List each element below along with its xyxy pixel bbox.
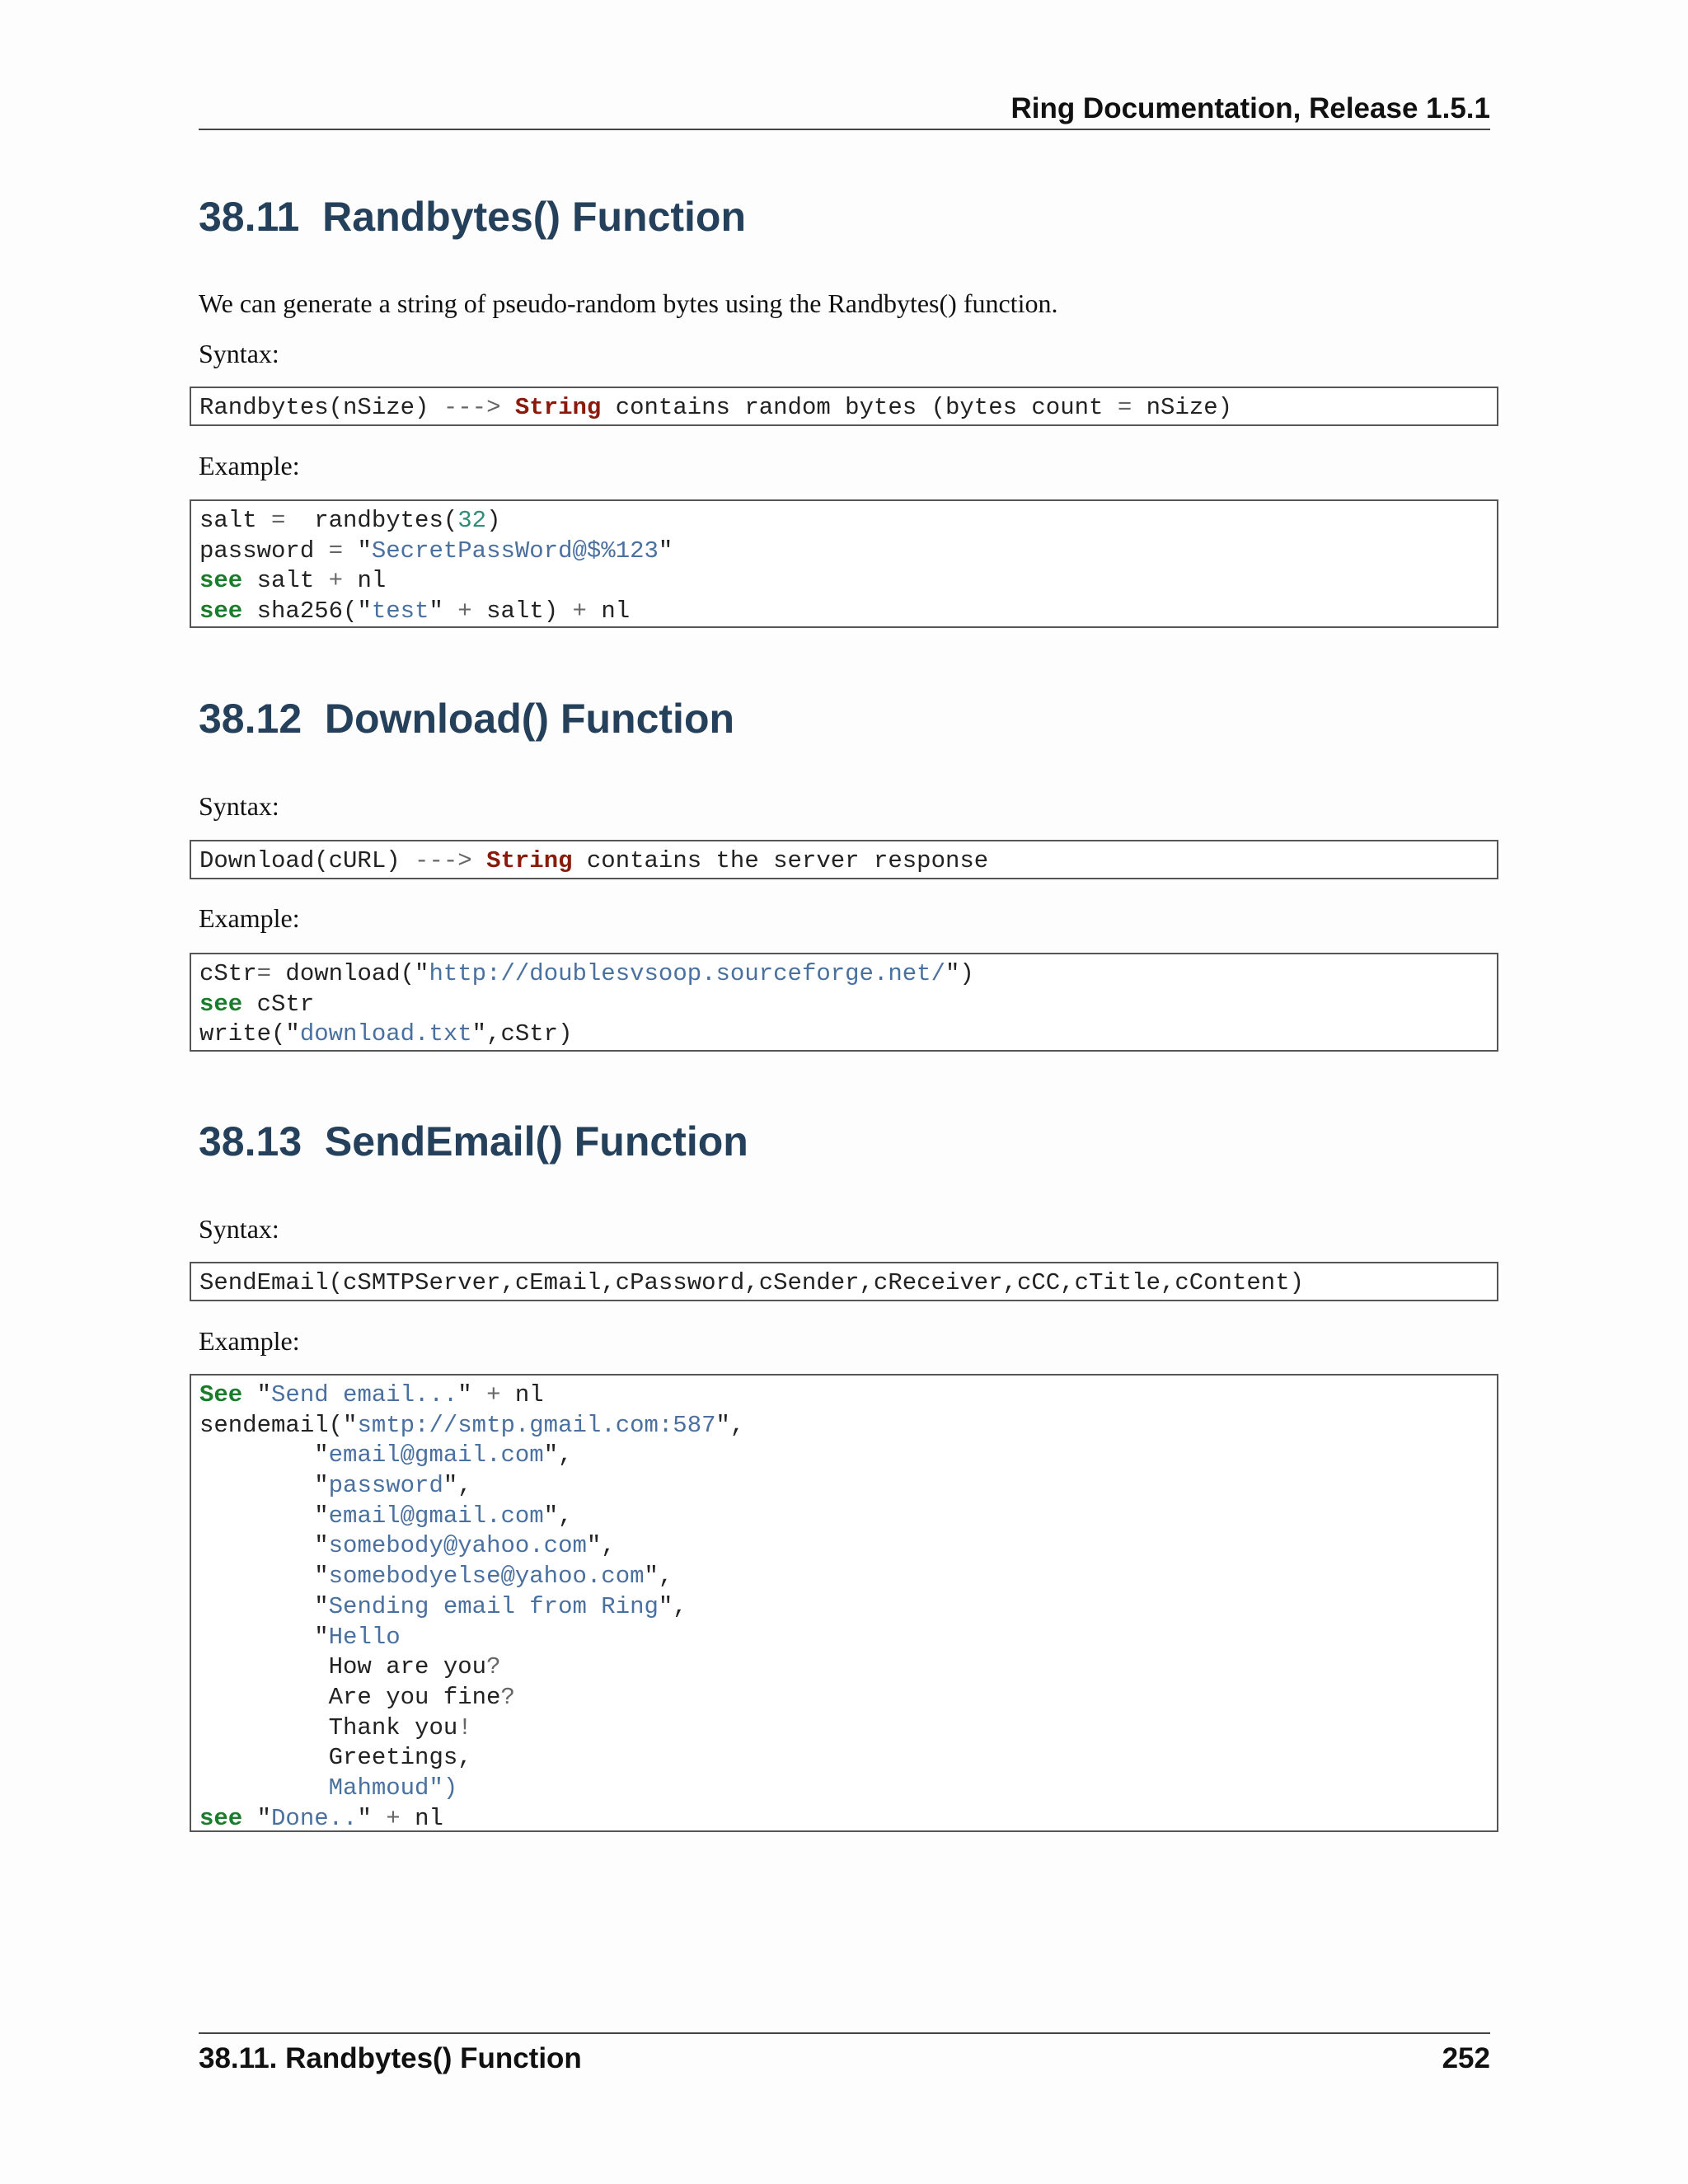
- code-token: ",: [543, 1441, 573, 1469]
- code-line: [199, 537, 1497, 567]
- section-title-sendemail: 38.13 SendEmail() Function: [199, 1118, 748, 1165]
- code-token: password: [199, 537, 329, 565]
- code-line: [199, 566, 1497, 597]
- code-token: [472, 847, 486, 874]
- code-token: !: [457, 1713, 472, 1741]
- code-token: contains random bytes (bytes count: [601, 394, 1118, 421]
- code-token: test: [371, 598, 429, 626]
- code-token: ": [242, 1804, 272, 1832]
- code-line: [199, 1019, 1497, 1050]
- example-label-sendemail: Example:: [199, 1326, 300, 1356]
- code-token: sha256(": [242, 598, 372, 626]
- code-token: Done..: [271, 1804, 358, 1832]
- section-intro-randbytes: We can generate a string of pseudo-random bytes using the Randbytes() function.: [199, 288, 1058, 318]
- code-line: [199, 393, 1497, 424]
- code-token: sendemail(": [199, 1411, 358, 1439]
- code-token: download(": [271, 960, 429, 987]
- code-token: ": [199, 1441, 329, 1469]
- code-token: ": [199, 1472, 329, 1500]
- code-token: ): [486, 507, 501, 534]
- section-title-randbytes: 38.11 Randbytes() Function: [199, 194, 747, 240]
- code-token: How are you: [199, 1653, 487, 1681]
- code-line: [199, 1743, 1497, 1774]
- code-token: nl: [400, 1804, 443, 1832]
- code-token: Randbytes(nSize): [199, 394, 443, 421]
- code-token: String: [514, 394, 602, 421]
- header-rule: [199, 129, 1490, 130]
- code-token: somebody@yahoo.com: [328, 1532, 587, 1560]
- code-token: ": [457, 1381, 487, 1408]
- code-token: SecretPassWord@$%123: [371, 537, 659, 565]
- code-line: [199, 1592, 1497, 1623]
- code-token: randbytes(: [285, 507, 458, 534]
- code-token: Hello: [328, 1623, 401, 1651]
- example-code-download: [190, 953, 1498, 1052]
- code-token: +: [486, 1381, 501, 1408]
- section-title-download: 38.12 Download() Function: [199, 696, 735, 742]
- code-token: salt: [199, 507, 272, 534]
- code-token: ",: [586, 1532, 616, 1560]
- code-line: [199, 846, 1497, 877]
- code-token: see: [199, 1804, 243, 1832]
- syntax-code-randbytes: [190, 387, 1498, 426]
- code-token: =: [328, 537, 344, 565]
- code-token: Sending email from Ring: [328, 1592, 659, 1620]
- code-token: ",: [715, 1411, 745, 1439]
- code-token: =: [271, 507, 286, 534]
- syntax-code-download: [190, 840, 1498, 879]
- code-token: --->: [415, 847, 472, 874]
- code-token: ": [199, 1563, 329, 1591]
- code-token: ",: [443, 1472, 472, 1500]
- code-line: [199, 1623, 1497, 1653]
- code-token: [500, 394, 514, 421]
- code-token: Send email...: [271, 1381, 458, 1408]
- code-token: [199, 1774, 329, 1802]
- code-token: cStr: [199, 960, 257, 987]
- running-header-title: Ring Documentation, Release 1.5.1: [1010, 92, 1490, 124]
- code-token: Are you fine: [199, 1683, 501, 1711]
- code-line: [199, 1683, 1497, 1713]
- code-token: ",: [644, 1563, 673, 1591]
- code-token: nl: [586, 598, 631, 626]
- code-line: [199, 1411, 1497, 1441]
- code-line: [199, 1531, 1497, 1562]
- footer-section-title: 38.11. Randbytes() Function: [199, 2042, 582, 2074]
- code-token: ": [199, 1592, 329, 1620]
- code-line: [199, 1268, 1497, 1299]
- example-code-randbytes: [190, 499, 1498, 628]
- code-line: [199, 506, 1497, 537]
- code-token: ?: [500, 1683, 515, 1711]
- code-token: see: [199, 990, 243, 1018]
- code-token: see: [199, 567, 243, 595]
- code-token: ",: [658, 1592, 687, 1620]
- code-token: somebodyelse@yahoo.com: [328, 1563, 645, 1591]
- syntax-code-sendemail: [190, 1262, 1498, 1301]
- code-line: [199, 1441, 1497, 1471]
- code-line: [199, 1380, 1497, 1411]
- code-token: see: [199, 598, 243, 626]
- code-token: =: [256, 960, 272, 987]
- code-token: See: [199, 1381, 243, 1408]
- code-token: email@gmail.com: [328, 1441, 544, 1469]
- code-token: ": [242, 1381, 272, 1408]
- code-token: ",: [543, 1502, 573, 1530]
- code-token: ": [429, 598, 458, 626]
- code-token: +: [572, 598, 587, 626]
- code-token: Greetings,: [199, 1744, 472, 1772]
- code-token: --->: [443, 394, 501, 421]
- code-token: SendEmail(cSMTPServer,cEmail,cPassword,cSender,cReceiver,cCC,cTitle,cContent): [199, 1269, 1305, 1296]
- code-token: +: [328, 567, 344, 595]
- code-token: password: [328, 1472, 443, 1500]
- code-line: [199, 1562, 1497, 1592]
- code-token: ": [199, 1502, 329, 1530]
- code-line: [199, 1471, 1497, 1502]
- code-token: http://doublesvsoop.sourceforge.net/: [429, 960, 945, 987]
- code-line: [199, 1652, 1497, 1683]
- code-token: +: [386, 1804, 401, 1832]
- code-token: ",cStr): [471, 1020, 573, 1048]
- code-token: ": [199, 1623, 329, 1651]
- code-token: String: [486, 847, 573, 874]
- example-label-download: Example:: [199, 903, 300, 933]
- code-token: smtp://smtp.gmail.com:587: [357, 1411, 716, 1439]
- code-token: salt: [242, 567, 329, 595]
- code-token: Mahmoud"): [328, 1774, 458, 1802]
- code-token: Download(cURL): [199, 847, 415, 874]
- example-code-sendemail: [190, 1374, 1498, 1832]
- code-line: [199, 1713, 1497, 1744]
- code-token: email@gmail.com: [328, 1502, 544, 1530]
- code-token: nl: [500, 1381, 544, 1408]
- code-token: ": [199, 1532, 329, 1560]
- code-token: ": [658, 537, 673, 565]
- code-token: nl: [343, 567, 387, 595]
- page-number: 252: [1442, 2042, 1490, 2074]
- code-token: cStr: [242, 990, 315, 1018]
- code-line: [199, 990, 1497, 1020]
- syntax-label-sendemail: Syntax:: [199, 1214, 279, 1244]
- example-label-randbytes: Example:: [199, 451, 300, 480]
- code-token: download.txt: [299, 1020, 472, 1048]
- code-token: "): [945, 960, 974, 987]
- code-token: contains the server response: [572, 847, 989, 874]
- code-line: [199, 1774, 1497, 1804]
- code-token: ": [357, 1804, 387, 1832]
- code-token: write(": [199, 1020, 300, 1048]
- code-line: [199, 959, 1497, 990]
- code-line: [199, 1804, 1497, 1832]
- code-token: ": [343, 537, 372, 565]
- code-token: salt): [471, 598, 573, 626]
- footer-rule: [199, 2032, 1490, 2034]
- code-token: Thank you: [199, 1713, 458, 1741]
- code-token: =: [1117, 394, 1132, 421]
- syntax-label-randbytes: Syntax:: [199, 339, 279, 368]
- code-token: 32: [457, 507, 487, 534]
- code-line: [199, 597, 1497, 627]
- code-token: nSize): [1132, 394, 1233, 421]
- code-token: ?: [486, 1653, 501, 1681]
- code-line: [199, 1502, 1497, 1532]
- syntax-label-download: Syntax:: [199, 791, 279, 821]
- code-token: +: [457, 598, 472, 626]
